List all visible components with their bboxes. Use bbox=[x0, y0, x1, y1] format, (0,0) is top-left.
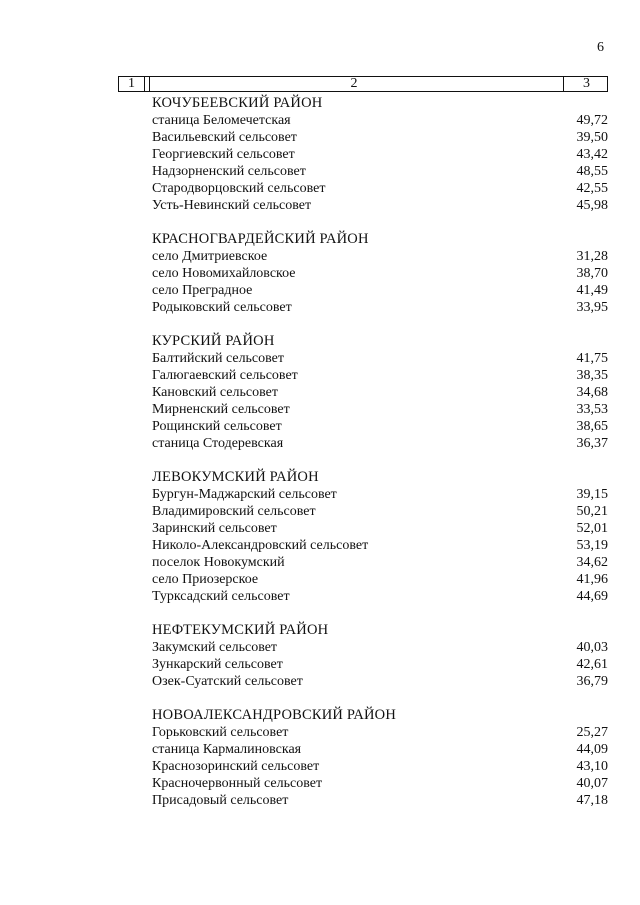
table-row bbox=[152, 503, 608, 520]
settlement-name: станица Кармалиновская bbox=[152, 742, 302, 757]
settlement-name: Балтийский сельсовет bbox=[152, 351, 285, 366]
settlement-value: 25,27 bbox=[576, 725, 608, 740]
settlement-name: Георгиевский сельсовет bbox=[152, 147, 295, 162]
settlement-value: 38,70 bbox=[576, 266, 608, 281]
settlement-value: 41,96 bbox=[576, 572, 608, 587]
table-row bbox=[152, 639, 608, 656]
settlement-value: 36,79 bbox=[576, 674, 608, 689]
table-row bbox=[152, 248, 608, 265]
settlement-value: 33,95 bbox=[576, 300, 608, 315]
table-row bbox=[152, 197, 608, 214]
settlement-name: Николо-Александровский сельсовет bbox=[152, 538, 369, 553]
column-header-2: 2 bbox=[350, 76, 358, 91]
settlement-name: станица Стодеревская bbox=[152, 436, 284, 451]
settlement-value: 43,42 bbox=[576, 147, 608, 162]
district-section bbox=[152, 333, 608, 452]
table-row bbox=[152, 180, 608, 197]
table-row bbox=[152, 282, 608, 299]
settlement-value: 43,10 bbox=[576, 759, 608, 774]
settlement-value: 34,68 bbox=[576, 385, 608, 400]
settlement-name: Краснозоринский сельсовет bbox=[152, 759, 320, 774]
settlement-name: Зункарский сельсовет bbox=[152, 657, 283, 672]
settlement-name: село Приозерское bbox=[152, 572, 259, 587]
table-row bbox=[152, 418, 608, 435]
settlement-name: село Преградное bbox=[152, 283, 253, 298]
table-row bbox=[152, 554, 608, 571]
settlement-name: Заринский сельсовет bbox=[152, 521, 277, 536]
settlement-name: Кановский сельсовет bbox=[152, 385, 278, 400]
settlement-value: 36,37 bbox=[576, 436, 608, 451]
settlement-name: Рощинский сельсовет bbox=[152, 419, 282, 434]
district-heading: КУРСКИЙ РАЙОН bbox=[152, 333, 275, 349]
settlement-name: Красночервонный сельсовет bbox=[152, 776, 323, 791]
table-row bbox=[152, 401, 608, 418]
table-row bbox=[152, 673, 608, 690]
column-header-3: 3 bbox=[563, 77, 609, 91]
settlement-name: Владимировский сельсовет bbox=[152, 504, 316, 519]
settlement-name: Родыковский сельсовет bbox=[152, 300, 292, 315]
settlement-value: 49,72 bbox=[576, 113, 608, 128]
district-section bbox=[152, 95, 608, 214]
table-row bbox=[152, 265, 608, 282]
settlement-value: 50,21 bbox=[576, 504, 608, 519]
settlement-name: Мирненский сельсовет bbox=[152, 402, 290, 417]
table-row bbox=[152, 112, 608, 129]
table-row bbox=[152, 571, 608, 588]
settlement-name: Васильевский сельсовет bbox=[152, 130, 297, 145]
table-row bbox=[152, 146, 608, 163]
settlement-name: Закумский сельсовет bbox=[152, 640, 278, 655]
table-row bbox=[152, 299, 608, 316]
settlement-value: 45,98 bbox=[576, 198, 608, 213]
district-heading: КРАСНОГВАРДЕЙСКИЙ РАЙОН bbox=[152, 231, 369, 247]
settlement-name: Присадовый сельсовет bbox=[152, 793, 289, 808]
settlement-value: 40,03 bbox=[576, 640, 608, 655]
settlement-value: 38,35 bbox=[576, 368, 608, 383]
district-section bbox=[152, 469, 608, 605]
settlement-name: село Новомихайловское bbox=[152, 266, 296, 281]
district-heading: КОЧУБЕЕВСКИЙ РАЙОН bbox=[152, 95, 323, 111]
settlement-value: 39,50 bbox=[576, 130, 608, 145]
table-row bbox=[152, 129, 608, 146]
table-row bbox=[152, 520, 608, 537]
settlement-value: 31,28 bbox=[576, 249, 608, 264]
table-row bbox=[152, 537, 608, 554]
column-header-row bbox=[118, 76, 608, 92]
settlement-name: село Дмитриевское bbox=[152, 249, 268, 264]
page-number: 6 bbox=[597, 40, 604, 55]
settlement-value: 40,07 bbox=[576, 776, 608, 791]
district-heading: НЕФТЕКУМСКИЙ РАЙОН bbox=[152, 622, 329, 638]
settlement-name: Турксадский сельсовет bbox=[152, 589, 290, 604]
table-row bbox=[152, 758, 608, 775]
settlement-value: 42,55 bbox=[576, 181, 608, 196]
settlement-name: Усть-Невинский сельсовет bbox=[152, 198, 312, 213]
district-list bbox=[152, 95, 608, 809]
settlement-value: 34,62 bbox=[576, 555, 608, 570]
settlement-value: 39,15 bbox=[576, 487, 608, 502]
settlement-value: 44,69 bbox=[576, 589, 608, 604]
table-row bbox=[152, 486, 608, 503]
table-row bbox=[152, 741, 608, 758]
settlement-value: 47,18 bbox=[576, 793, 608, 808]
district-section bbox=[152, 231, 608, 316]
settlement-name: Надзорненский сельсовет bbox=[152, 164, 306, 179]
settlement-name: Озек-Суатский сельсовет bbox=[152, 674, 303, 689]
district-heading: ЛЕВОКУМСКИЙ РАЙОН bbox=[152, 469, 319, 485]
table-row bbox=[152, 724, 608, 741]
settlement-name: станица Беломечетская bbox=[152, 113, 291, 128]
settlement-value: 53,19 bbox=[576, 538, 608, 553]
settlement-name: Горьковский сельсовет bbox=[152, 725, 289, 740]
table-row bbox=[152, 367, 608, 384]
settlement-name: Стародворцовский сельсовет bbox=[152, 181, 326, 196]
district-heading: НОВОАЛЕКСАНДРОВСКИЙ РАЙОН bbox=[152, 707, 397, 723]
settlement-value: 38,65 bbox=[576, 419, 608, 434]
settlement-name: Бургун-Маджарский сельсовет bbox=[152, 487, 337, 502]
table-row bbox=[152, 350, 608, 367]
district-section bbox=[152, 707, 608, 809]
settlement-value: 41,49 bbox=[576, 283, 608, 298]
settlement-value: 41,75 bbox=[576, 351, 608, 366]
settlement-name: поселок Новокумский bbox=[152, 555, 285, 570]
district-section bbox=[152, 622, 608, 690]
table-row bbox=[152, 775, 608, 792]
settlement-value: 48,55 bbox=[576, 164, 608, 179]
settlement-value: 52,01 bbox=[576, 521, 608, 536]
settlement-name: Галюгаевский сельсовет bbox=[152, 368, 298, 383]
table-row bbox=[152, 588, 608, 605]
settlement-value: 44,09 bbox=[576, 742, 608, 757]
settlement-value: 42,61 bbox=[576, 657, 608, 672]
table-row bbox=[152, 792, 608, 809]
column-header-1: 1 bbox=[119, 77, 145, 91]
table-row bbox=[152, 384, 608, 401]
settlement-value: 33,53 bbox=[576, 402, 608, 417]
table-row bbox=[152, 656, 608, 673]
table-row bbox=[152, 163, 608, 180]
table-row bbox=[152, 435, 608, 452]
